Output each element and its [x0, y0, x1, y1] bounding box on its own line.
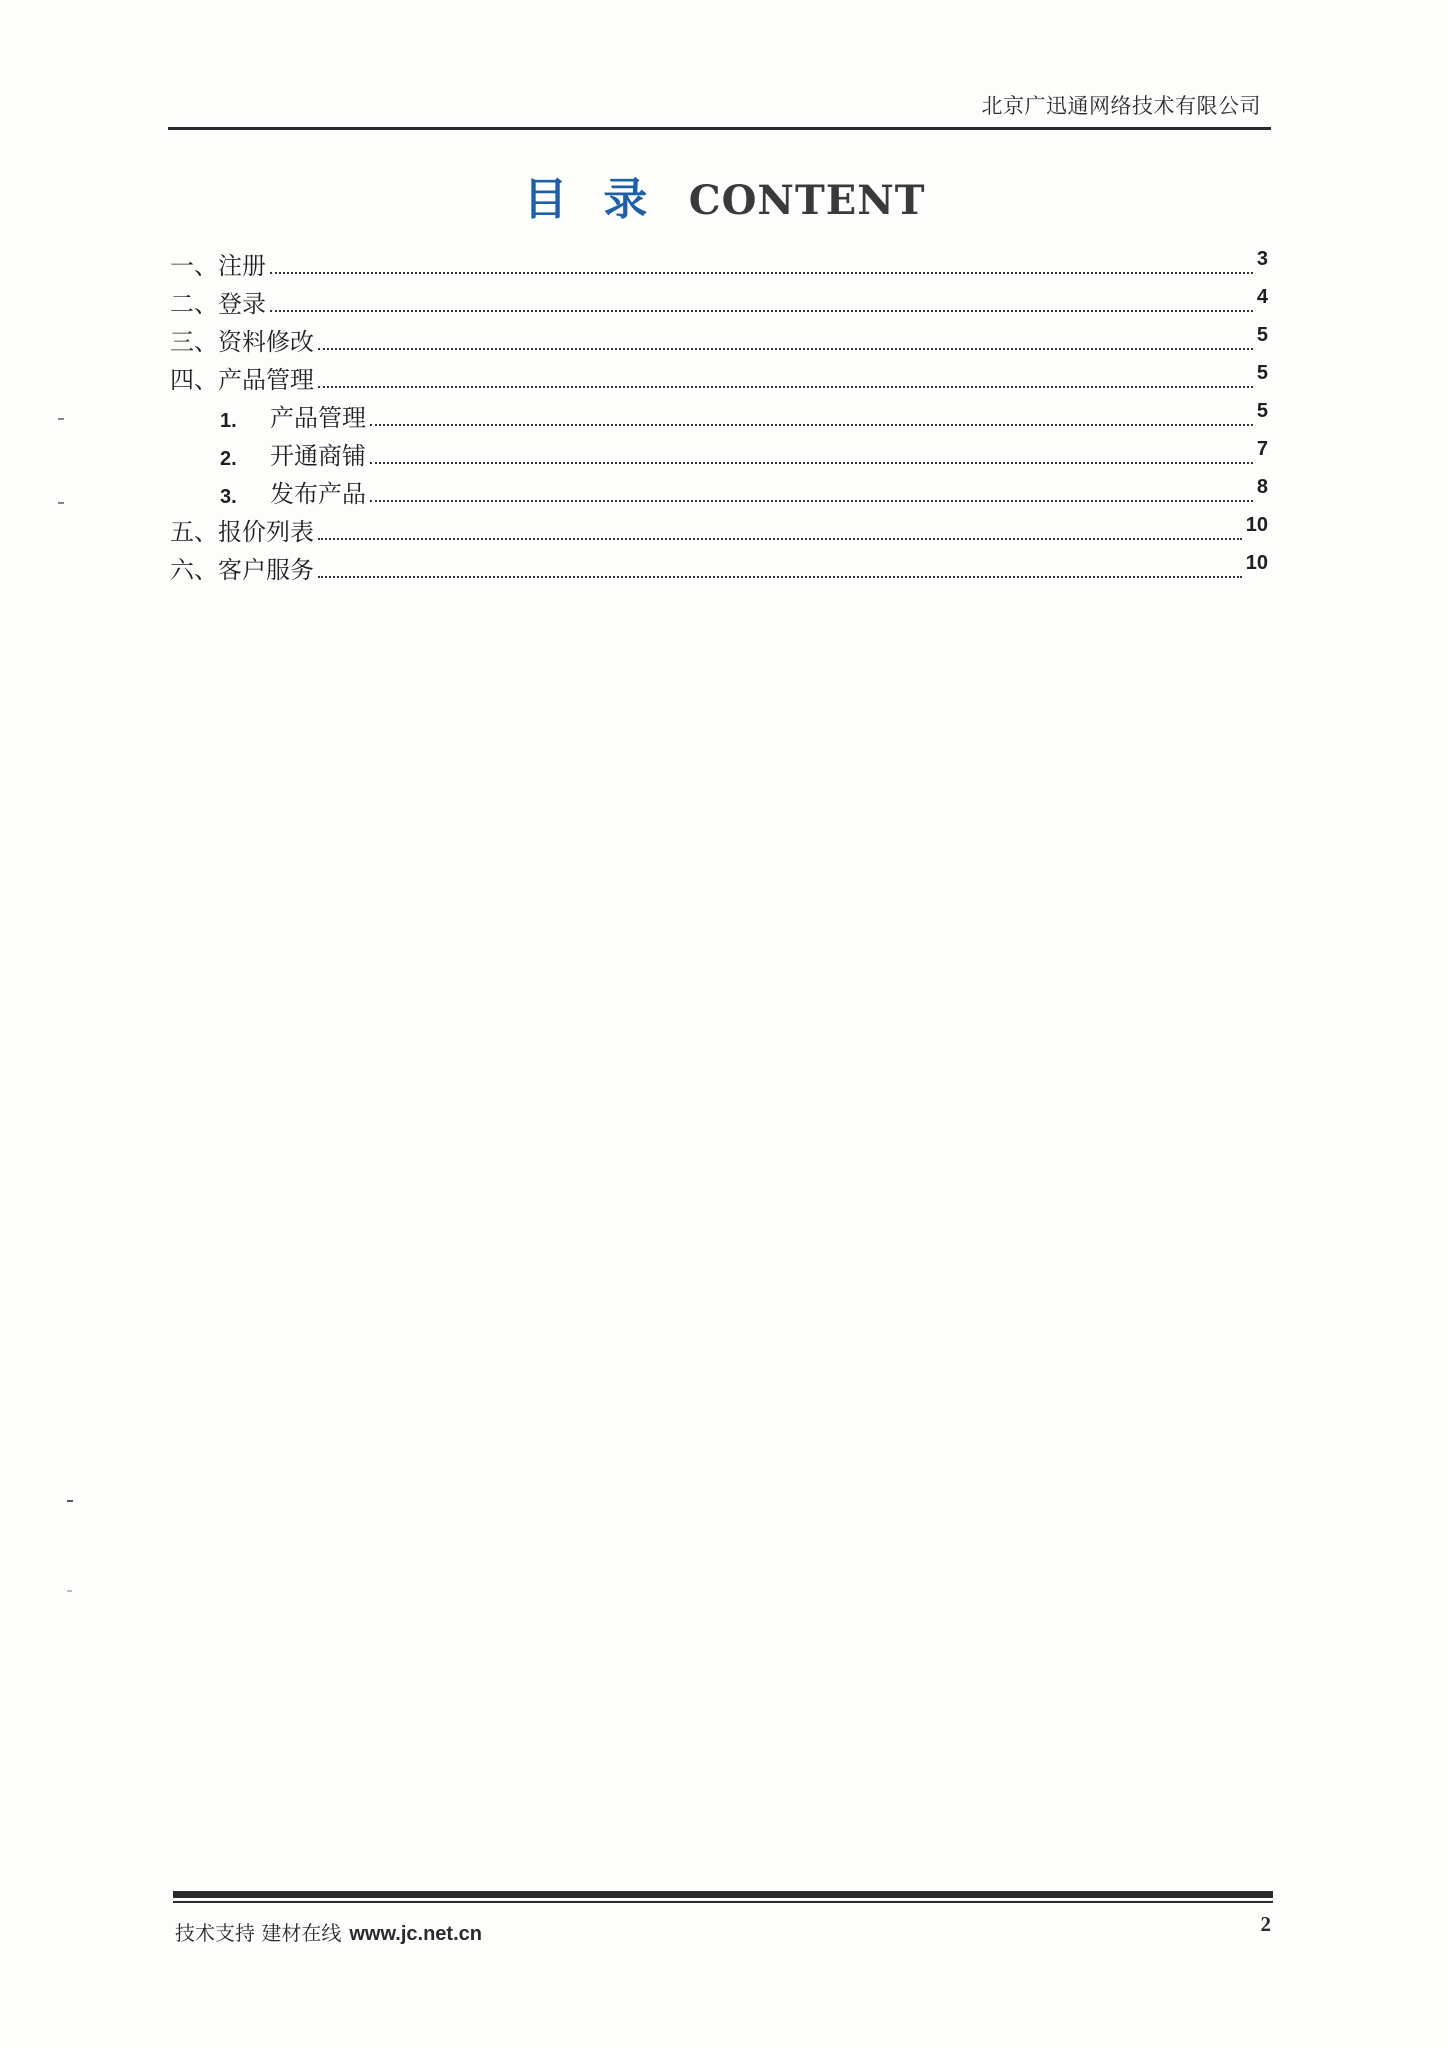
- toc-item-page: 4: [1256, 286, 1268, 308]
- page-number: 2: [1260, 1912, 1271, 1936]
- scan-mark: [58, 418, 64, 420]
- scan-mark: [58, 502, 64, 504]
- toc-item-label: 二、登录: [170, 290, 266, 318]
- toc-item-label: 发布产品: [270, 480, 366, 508]
- toc-title-cn: 目录: [523, 174, 684, 225]
- table-of-contents: [170, 243, 1268, 585]
- toc-item-label: 开通商铺: [270, 442, 366, 470]
- toc-subitem-publish-product[interactable]: [170, 471, 1268, 509]
- toc-subitem-open-shop[interactable]: [170, 433, 1268, 471]
- footer-site-link[interactable]: www.jc.net.cn: [349, 1923, 482, 1945]
- toc-item-product-management[interactable]: [170, 357, 1268, 395]
- toc-item-customer-service[interactable]: [170, 547, 1268, 585]
- toc-leader-dots: [370, 423, 1253, 426]
- toc-item-number: 2.: [220, 448, 237, 470]
- header-company-name: 北京广迅通网络技术有限公司: [981, 94, 1261, 118]
- header-rule: [168, 127, 1271, 130]
- toc-title-en: CONTENT: [688, 177, 926, 224]
- toc-leader-dots: [318, 537, 1242, 540]
- toc-item-quote-list[interactable]: [170, 509, 1268, 547]
- toc-item-page: 7: [1256, 438, 1268, 460]
- toc-item-profile-edit[interactable]: [170, 319, 1268, 357]
- toc-item-register[interactable]: [170, 243, 1268, 281]
- toc-leader-dots: [270, 309, 1253, 312]
- toc-item-label: 六、客户服务: [170, 556, 314, 584]
- toc-item-label: 一、注册: [170, 252, 266, 280]
- toc-leader-dots: [370, 461, 1253, 464]
- footer-rule-thick: [173, 1891, 1273, 1898]
- toc-leader-dots: [318, 575, 1242, 578]
- footer-support-text: 技术支持 建材在线: [175, 1921, 342, 1945]
- toc-item-page: 3: [1256, 248, 1268, 270]
- toc-item-page: 8: [1256, 476, 1268, 498]
- toc-leader-dots: [318, 385, 1253, 388]
- toc-item-number: 1.: [220, 410, 237, 432]
- scan-mark: [67, 1590, 72, 1592]
- toc-leader-dots: [270, 271, 1253, 274]
- toc-item-number: 3.: [220, 486, 237, 508]
- footer-support: [175, 1917, 482, 1946]
- toc-item-login[interactable]: [170, 281, 1268, 319]
- toc-leader-dots: [318, 347, 1253, 350]
- toc-item-label: 三、资料修改: [170, 328, 314, 356]
- toc-item-label: 产品管理: [270, 404, 366, 432]
- toc-item-page: 10: [1245, 552, 1268, 574]
- toc-item-page: 10: [1245, 514, 1268, 536]
- toc-item-page: 5: [1256, 324, 1268, 346]
- scan-mark: [67, 1500, 73, 1502]
- toc-item-page: 5: [1256, 362, 1268, 384]
- toc-item-page: 5: [1256, 400, 1268, 422]
- toc-subitem-product-management[interactable]: [170, 395, 1268, 433]
- toc-title: [0, 172, 1449, 229]
- footer-rule-thin: [173, 1901, 1273, 1903]
- toc-item-label: 五、报价列表: [170, 518, 314, 546]
- toc-item-label: 四、产品管理: [170, 366, 314, 394]
- toc-leader-dots: [370, 499, 1253, 502]
